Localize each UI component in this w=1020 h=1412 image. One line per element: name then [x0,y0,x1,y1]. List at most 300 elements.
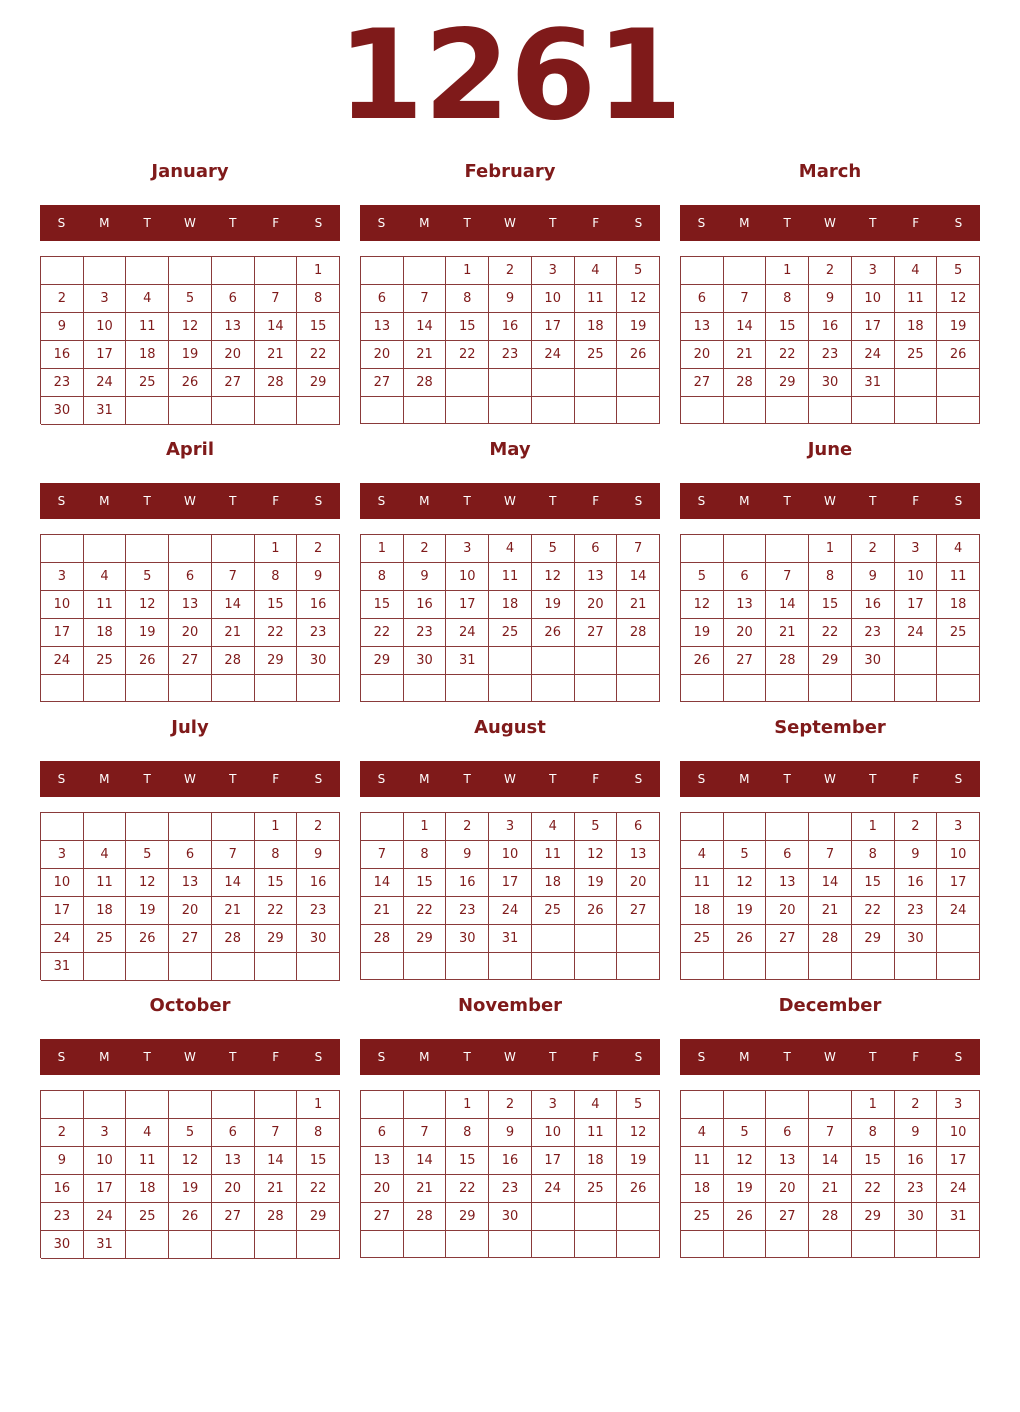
day-cell: 11 [84,591,127,619]
weekday-label: T [869,494,877,508]
day-cell: 26 [532,619,575,647]
day-cell: 10 [937,841,980,869]
day-cell: 26 [169,1203,212,1231]
day-cell: 9 [297,841,340,869]
weekday-label: W [824,216,836,230]
weekday-label: W [184,216,196,230]
day-cell: 4 [575,257,618,285]
empty-cell [724,1231,767,1258]
day-cell: 7 [212,841,255,869]
day-cell: 17 [937,869,980,897]
weekday-label: F [272,1050,280,1064]
weekday-label: S [697,1050,706,1064]
day-cell: 24 [895,619,938,647]
weekday-label: T [229,772,237,786]
day-cell: 6 [681,285,724,313]
empty-cell [617,925,660,953]
day-cell: 20 [617,869,660,897]
day-cell: 21 [212,897,255,925]
weekday-label: M [739,1050,750,1064]
day-cell: 10 [41,591,84,619]
empty-cell [41,257,84,285]
day-cell: 4 [126,1119,169,1147]
empty-cell [489,675,532,702]
empty-cell [169,535,212,563]
day-cell: 5 [724,841,767,869]
day-cell: 30 [852,647,895,675]
empty-cell [575,953,618,980]
day-cell: 13 [681,313,724,341]
day-cell: 5 [126,841,169,869]
empty-cell [41,675,84,702]
weekday-label: T [549,494,557,508]
day-cell: 6 [766,1119,809,1147]
day-cell: 15 [446,313,489,341]
day-cell: 13 [169,869,212,897]
day-cell: 11 [681,869,724,897]
day-cell: 12 [617,1119,660,1147]
day-cell: 21 [724,341,767,369]
day-cell: 16 [297,591,340,619]
empty-cell [937,647,980,675]
empty-cell [895,1231,938,1258]
day-cell: 13 [617,841,660,869]
empty-cell [809,813,852,841]
day-cell: 22 [766,341,809,369]
day-cell: 5 [937,257,980,285]
day-grid [360,1090,660,1258]
month-september [680,714,980,984]
day-cell: 23 [489,341,532,369]
day-cell: 5 [126,563,169,591]
empty-cell [41,535,84,563]
year-title: 1261 [337,4,683,148]
empty-cell [489,369,532,397]
day-cell: 18 [126,341,169,369]
empty-cell [617,1203,660,1231]
weekday-label: W [824,494,836,508]
day-cell: 19 [575,869,618,897]
empty-cell [212,535,255,563]
empty-cell [852,953,895,980]
empty-cell [255,1091,298,1119]
day-cell: 9 [895,841,938,869]
empty-cell [895,675,938,702]
empty-cell [809,1091,852,1119]
day-cell: 31 [489,925,532,953]
day-cell: 30 [446,925,489,953]
day-cell: 16 [489,313,532,341]
day-cell: 20 [169,619,212,647]
day-cell: 18 [575,313,618,341]
day-cell: 28 [361,925,404,953]
empty-cell [297,397,340,425]
empty-cell [724,813,767,841]
empty-cell [361,1091,404,1119]
day-cell: 6 [361,285,404,313]
day-cell: 7 [404,1119,447,1147]
day-cell: 16 [852,591,895,619]
month-name: May [489,439,531,460]
day-cell: 25 [895,341,938,369]
day-cell: 8 [852,1119,895,1147]
day-cell: 4 [681,1119,724,1147]
empty-cell [724,953,767,980]
weekday-label: F [912,494,920,508]
day-cell: 2 [809,257,852,285]
day-cell: 18 [84,619,127,647]
day-cell: 8 [297,1119,340,1147]
day-cell: 3 [489,813,532,841]
day-cell: 3 [532,257,575,285]
day-grid [360,256,660,424]
day-cell: 19 [724,897,767,925]
day-cell: 30 [297,925,340,953]
day-cell: 14 [361,869,404,897]
day-cell: 15 [766,313,809,341]
empty-cell [126,1231,169,1259]
day-cell: 3 [895,535,938,563]
month-july [40,714,340,984]
day-cell: 2 [41,285,84,313]
weekday-label: T [143,494,151,508]
day-cell: 21 [809,897,852,925]
day-cell: 12 [532,563,575,591]
empty-cell [361,953,404,980]
weekday-label: T [143,772,151,786]
day-cell: 14 [809,869,852,897]
weekday-header [680,483,980,519]
day-cell: 24 [446,619,489,647]
day-cell: 2 [41,1119,84,1147]
day-cell: 8 [255,841,298,869]
weekday-label: S [314,494,323,508]
month-name: April [165,439,215,460]
day-cell: 21 [212,619,255,647]
empty-cell [404,257,447,285]
day-grid [680,534,980,702]
day-cell: 3 [446,535,489,563]
empty-cell [937,369,980,397]
day-cell: 16 [895,1147,938,1175]
empty-cell [809,675,852,702]
day-cell: 14 [404,1147,447,1175]
weekday-label: T [549,772,557,786]
day-cell: 19 [169,341,212,369]
empty-cell [766,953,809,980]
day-cell: 15 [255,869,298,897]
day-cell: 1 [446,257,489,285]
day-cell: 17 [532,1147,575,1175]
day-cell: 6 [212,1119,255,1147]
weekday-label: S [377,494,386,508]
day-cell: 27 [766,1203,809,1231]
day-cell: 2 [297,813,340,841]
day-cell: 29 [766,369,809,397]
day-cell: 2 [489,1091,532,1119]
empty-cell [575,397,618,424]
empty-cell [617,1231,660,1258]
weekday-label: S [377,1050,386,1064]
empty-cell [255,953,298,981]
weekday-label: S [697,494,706,508]
day-cell: 1 [361,535,404,563]
day-cell: 15 [404,869,447,897]
month-name: March [798,161,862,182]
day-cell: 25 [575,1175,618,1203]
empty-cell [489,1231,532,1258]
day-cell: 2 [489,257,532,285]
day-cell: 11 [126,1147,169,1175]
day-cell: 25 [532,897,575,925]
day-cell: 22 [361,619,404,647]
day-cell: 10 [84,313,127,341]
day-cell: 9 [446,841,489,869]
empty-cell [766,675,809,702]
day-cell: 3 [852,257,895,285]
day-cell: 25 [937,619,980,647]
day-cell: 20 [575,591,618,619]
empty-cell [809,953,852,980]
day-cell: 9 [852,563,895,591]
day-cell: 28 [255,369,298,397]
month-name: October [149,995,231,1016]
day-cell: 10 [852,285,895,313]
weekday-label: W [184,494,196,508]
day-cell: 14 [255,1147,298,1175]
empty-cell [532,953,575,980]
day-cell: 17 [84,1175,127,1203]
empty-cell [532,925,575,953]
day-cell: 28 [766,647,809,675]
day-cell: 8 [297,285,340,313]
empty-cell [766,535,809,563]
weekday-label: F [912,772,920,786]
day-cell: 10 [41,869,84,897]
day-cell: 24 [937,897,980,925]
day-cell: 30 [404,647,447,675]
day-cell: 4 [84,841,127,869]
weekday-label: S [57,216,66,230]
weekday-label: M [99,772,110,786]
empty-cell [212,675,255,702]
weekday-label: T [229,216,237,230]
weekday-label: S [954,772,963,786]
day-cell: 21 [255,1175,298,1203]
weekday-label: F [592,216,600,230]
weekday-label: F [272,216,280,230]
empty-cell [404,953,447,980]
day-cell: 24 [937,1175,980,1203]
day-cell: 24 [532,341,575,369]
day-cell: 25 [575,341,618,369]
empty-cell [446,1231,489,1258]
empty-cell [617,953,660,980]
day-cell: 2 [446,813,489,841]
day-cell: 4 [489,535,532,563]
empty-cell [297,675,340,702]
empty-cell [361,813,404,841]
empty-cell [404,397,447,424]
month-name: January [151,161,229,182]
day-grid [40,812,340,980]
weekday-label: S [377,216,386,230]
empty-cell [169,257,212,285]
day-cell: 7 [617,535,660,563]
empty-cell [766,1091,809,1119]
day-cell: 22 [297,341,340,369]
day-cell: 6 [575,535,618,563]
day-cell: 14 [809,1147,852,1175]
day-cell: 29 [446,1203,489,1231]
empty-cell [766,397,809,424]
weekday-label: S [314,216,323,230]
empty-cell [126,953,169,981]
day-cell: 4 [532,813,575,841]
weekday-label: M [419,216,430,230]
day-cell: 2 [895,1091,938,1119]
day-cell: 26 [937,341,980,369]
weekday-header [360,1039,660,1075]
weekday-header [360,761,660,797]
day-cell: 13 [766,1147,809,1175]
day-grid [680,1090,980,1258]
day-cell: 18 [489,591,532,619]
empty-cell [532,1231,575,1258]
day-cell: 12 [724,1147,767,1175]
day-cell: 29 [809,647,852,675]
day-cell: 8 [809,563,852,591]
weekday-label: W [824,1050,836,1064]
weekday-label: F [592,772,600,786]
empty-cell [617,369,660,397]
empty-cell [575,647,618,675]
empty-cell [937,925,980,953]
day-grid [40,534,340,702]
month-name: February [464,161,556,182]
weekday-label: T [143,1050,151,1064]
day-cell: 1 [809,535,852,563]
empty-cell [446,675,489,702]
empty-cell [446,397,489,424]
empty-cell [169,397,212,425]
empty-cell [297,953,340,981]
day-cell: 6 [766,841,809,869]
day-cell: 8 [446,1119,489,1147]
empty-cell [404,675,447,702]
day-cell: 9 [41,1147,84,1175]
day-cell: 3 [41,563,84,591]
day-cell: 25 [84,925,127,953]
day-cell: 11 [126,313,169,341]
day-cell: 14 [766,591,809,619]
empty-cell [212,397,255,425]
day-cell: 5 [532,535,575,563]
weekday-label: T [783,216,791,230]
weekday-label: S [634,772,643,786]
day-cell: 2 [404,535,447,563]
day-cell: 15 [446,1147,489,1175]
day-cell: 12 [169,313,212,341]
weekday-label: W [504,216,516,230]
day-cell: 17 [895,591,938,619]
day-cell: 8 [446,285,489,313]
day-cell: 16 [404,591,447,619]
day-cell: 10 [532,1119,575,1147]
empty-cell [681,953,724,980]
empty-cell [255,1231,298,1259]
day-cell: 18 [84,897,127,925]
empty-cell [255,675,298,702]
month-november [360,992,660,1262]
month-may [360,436,660,706]
day-cell: 5 [617,257,660,285]
day-cell: 27 [617,897,660,925]
day-cell: 6 [361,1119,404,1147]
weekday-label: T [549,1050,557,1064]
empty-cell [532,1203,575,1231]
day-cell: 31 [41,953,84,981]
day-cell: 17 [41,897,84,925]
day-cell: 28 [809,925,852,953]
day-cell: 17 [446,591,489,619]
day-cell: 6 [212,285,255,313]
day-cell: 14 [212,869,255,897]
day-cell: 7 [212,563,255,591]
day-cell: 21 [617,591,660,619]
weekday-label: S [697,216,706,230]
weekday-label: W [504,1050,516,1064]
empty-cell [852,1231,895,1258]
day-cell: 7 [724,285,767,313]
day-cell: 14 [724,313,767,341]
day-cell: 28 [212,925,255,953]
day-cell: 4 [126,285,169,313]
day-cell: 27 [212,369,255,397]
day-cell: 17 [41,619,84,647]
day-cell: 21 [809,1175,852,1203]
weekday-label: M [419,1050,430,1064]
day-cell: 8 [361,563,404,591]
day-cell: 26 [724,925,767,953]
day-cell: 24 [532,1175,575,1203]
empty-cell [681,1231,724,1258]
day-grid [40,256,340,424]
day-cell: 21 [766,619,809,647]
day-cell: 15 [297,1147,340,1175]
day-cell: 22 [446,341,489,369]
day-cell: 24 [84,369,127,397]
day-cell: 1 [297,1091,340,1119]
empty-cell [169,1231,212,1259]
weekday-header [360,205,660,241]
day-cell: 5 [617,1091,660,1119]
day-cell: 7 [404,285,447,313]
weekday-label: W [184,1050,196,1064]
weekday-label: T [783,494,791,508]
month-february [360,158,660,428]
day-cell: 31 [852,369,895,397]
day-cell: 21 [404,1175,447,1203]
day-cell: 16 [809,313,852,341]
day-cell: 15 [361,591,404,619]
empty-cell [617,397,660,424]
day-cell: 17 [84,341,127,369]
day-cell: 22 [446,1175,489,1203]
day-cell: 11 [681,1147,724,1175]
weekday-label: T [463,216,471,230]
empty-cell [297,1231,340,1259]
